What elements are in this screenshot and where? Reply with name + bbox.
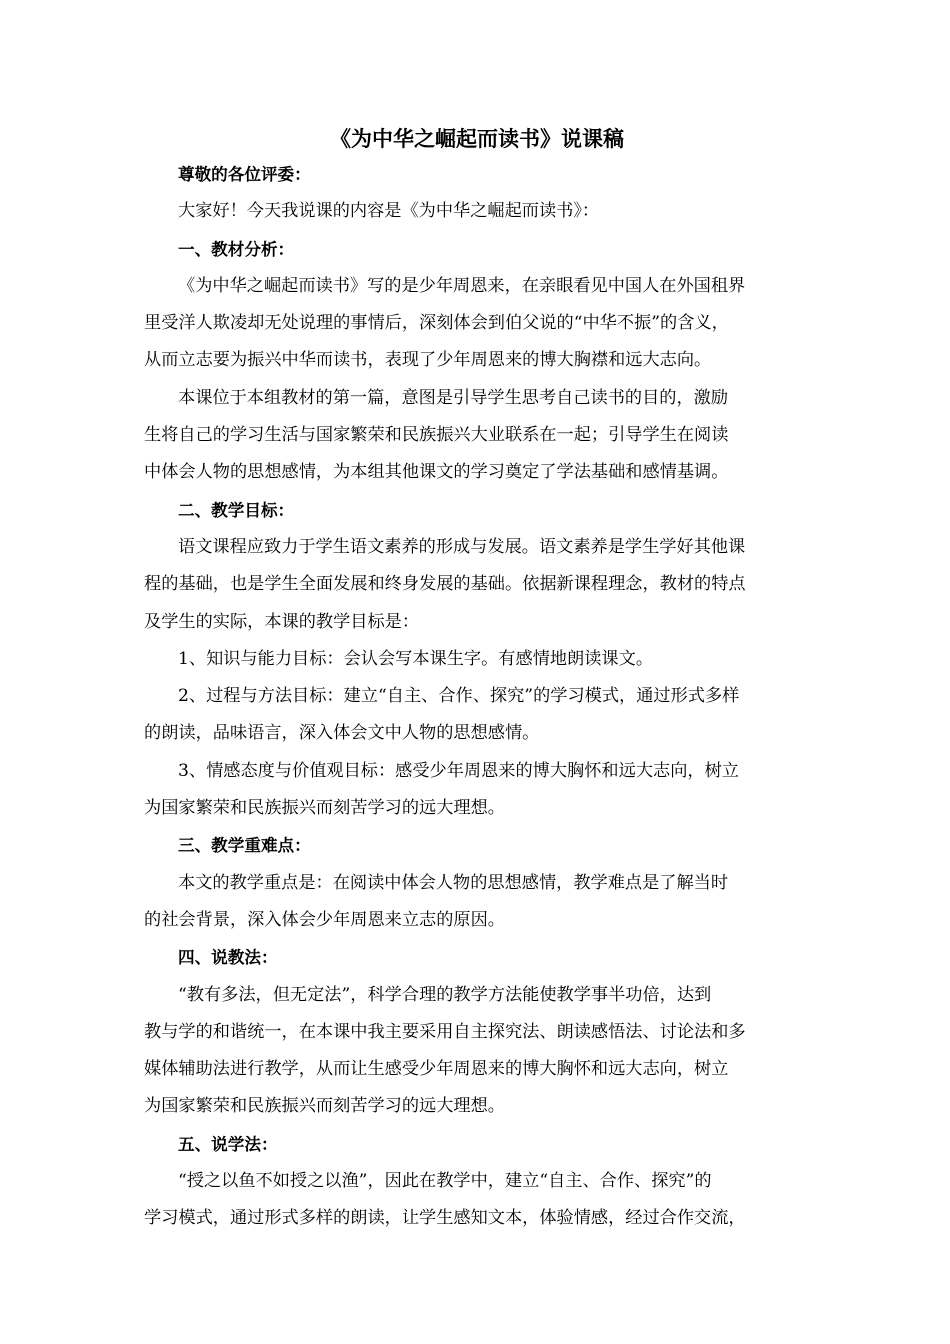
goal-emotion xyxy=(144,753,810,828)
text-line: 本课位于本组教材的第一篇，意图是引导学生思考自己读书的目的，激励 xyxy=(178,387,729,408)
paragraph-teaching-goals-intro xyxy=(144,529,810,641)
text-line: 程的基础，也是学生全面发展和终身发展的基础。依据新课程理念，教材的特点 xyxy=(144,574,746,595)
text-line: 的朗读，品味语言，深入体会文中人物的思想感情。 xyxy=(144,723,540,744)
goal-knowledge xyxy=(144,641,810,678)
document-title: 《为中华之崛起而读书》说课稿 xyxy=(330,127,624,151)
text-line: 中体会人物的思想感情，为本组其他课文的学习奠定了学法基础和感情基调。 xyxy=(144,462,729,483)
text-line: 媒体辅助法进行教学，从而让生感受少年周恩来的博大胸怀和远大志向，树立 xyxy=(144,1059,729,1080)
text-line: 里受洋人欺凌却无处说理的事情后，深刻体会到伯父说的“中华不振”的含义， xyxy=(144,313,729,334)
salutation: 尊敬的各位评委： xyxy=(178,165,311,184)
text-line: 从而立志要为振兴中华而读书，表现了少年周恩来的博大胸襟和远大志向。 xyxy=(144,350,712,371)
text-line: 生将自己的学习生活与国家繁荣和民族振兴大业联系在一起；引导学生在阅读 xyxy=(144,425,729,446)
section-heading-3: 三、教学重难点： xyxy=(178,836,311,856)
text-line: “授之以鱼不如授之以渔”，因此在教学中，建立“自主、合作、探究”的 xyxy=(178,1171,712,1192)
text-line: 及学生的实际，本课的教学目标是： xyxy=(144,611,420,632)
text-line: 2、过程与方法目标：建立“自主、合作、探究”的学习模式，通过形式多样 xyxy=(178,686,740,707)
text-line: 《为中华之崛起而读书》写的是少年周恩来，在亲眼看见中国人在外国租界 xyxy=(178,275,746,296)
intro-line: 大家好！今天我说课的内容是《为中华之崛起而读书》： xyxy=(178,201,600,222)
section-heading-1: 一、教材分析： xyxy=(178,239,295,259)
paragraph-textbook-analysis-1 xyxy=(144,268,810,380)
paragraph-teaching-methods xyxy=(144,977,810,1126)
text-line: 3、情感态度与价值观目标：感受少年周恩来的博大胸怀和远大志向，树立 xyxy=(178,760,739,781)
section-heading-5: 五、说学法： xyxy=(178,1134,278,1154)
text-line: 为国家繁荣和民族振兴而刻苦学习的远大理想。 xyxy=(144,798,505,819)
goal-process xyxy=(144,678,810,753)
text-line: 的社会背景，深入体会少年周恩来立志的原因。 xyxy=(144,909,505,930)
text-line: 学习模式，通过形式多样的朗读，让学生感知文本，体验情感，经过合作交流， xyxy=(144,1208,746,1229)
text-line: “教有多法，但无定法”，科学合理的教学方法能使教学事半功倍，达到 xyxy=(178,984,712,1005)
section-heading-2: 二、教学目标： xyxy=(178,500,295,520)
text-line: 1、知识与能力目标：会认会写本课生字。有感情地朗读课文。 xyxy=(178,648,654,669)
paragraph-textbook-analysis-2 xyxy=(144,380,810,492)
text-line: 教与学的和谐统一，在本课中我主要采用自主探究法、朗读感悟法、讨论法和多 xyxy=(144,1021,746,1042)
text-line: 为国家繁荣和民族振兴而刻苦学习的远大理想。 xyxy=(144,1096,505,1117)
paragraph-learning-methods xyxy=(144,1163,810,1238)
text-line: 本文的教学重点是：在阅读中体会人物的思想感情，教学难点是了解当时 xyxy=(178,872,729,893)
paragraph-key-points xyxy=(144,865,810,940)
section-heading-4: 四、说教法： xyxy=(178,948,278,968)
text-line: 语文课程应致力于学生语文素养的形成与发展。语文素养是学生学好其他课 xyxy=(178,536,746,557)
